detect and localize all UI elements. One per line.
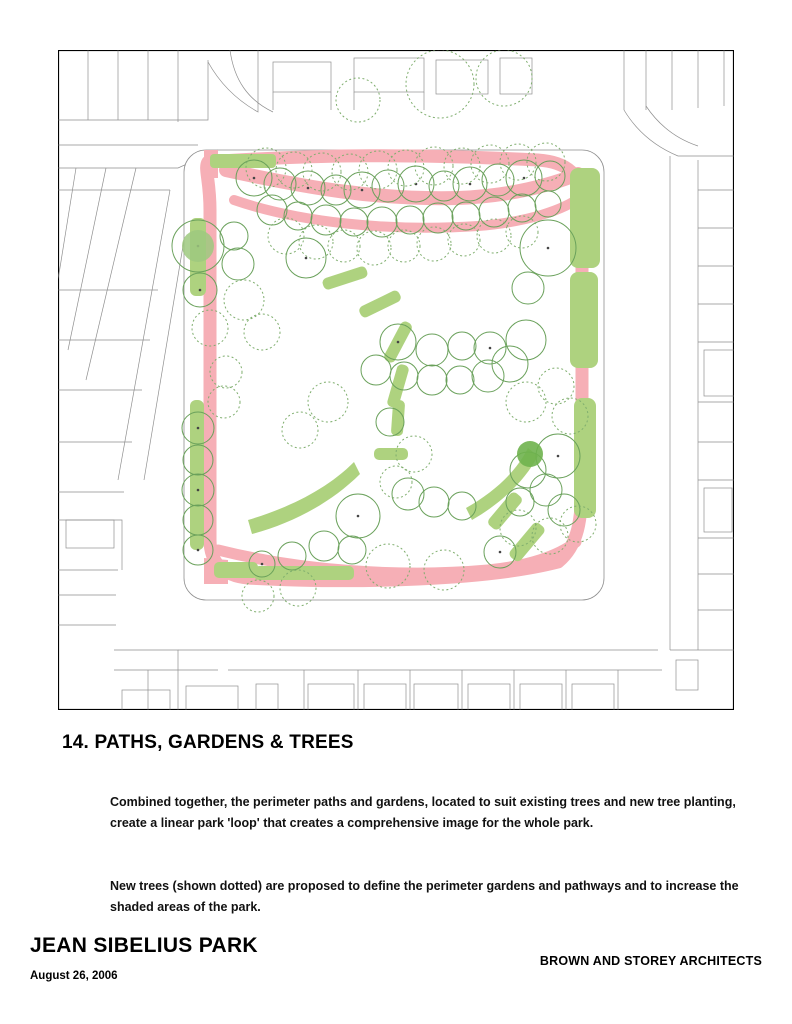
document-date: August 26, 2006 (30, 970, 118, 982)
body-paragraph-2: New trees (shown dotted) are proposed to define the perimeter gardens and pathways and to increase the shaded areas of the park. (110, 879, 739, 914)
body-paragraph-1: Combined together, the perimeter paths and gardens, located to suit existing trees and new tree planting, create a linear park 'loop' that creates a comprehensive image for the whole park. (110, 795, 736, 830)
site-plan-figure (58, 50, 734, 710)
site-plan-drawing (58, 50, 734, 710)
project-title: JEAN SIBELIUS PARK (30, 934, 258, 957)
section-title: 14. PATHS, GARDENS & TREES (62, 732, 354, 753)
firm-credit: BROWN AND STOREY ARCHITECTS (539, 954, 762, 968)
